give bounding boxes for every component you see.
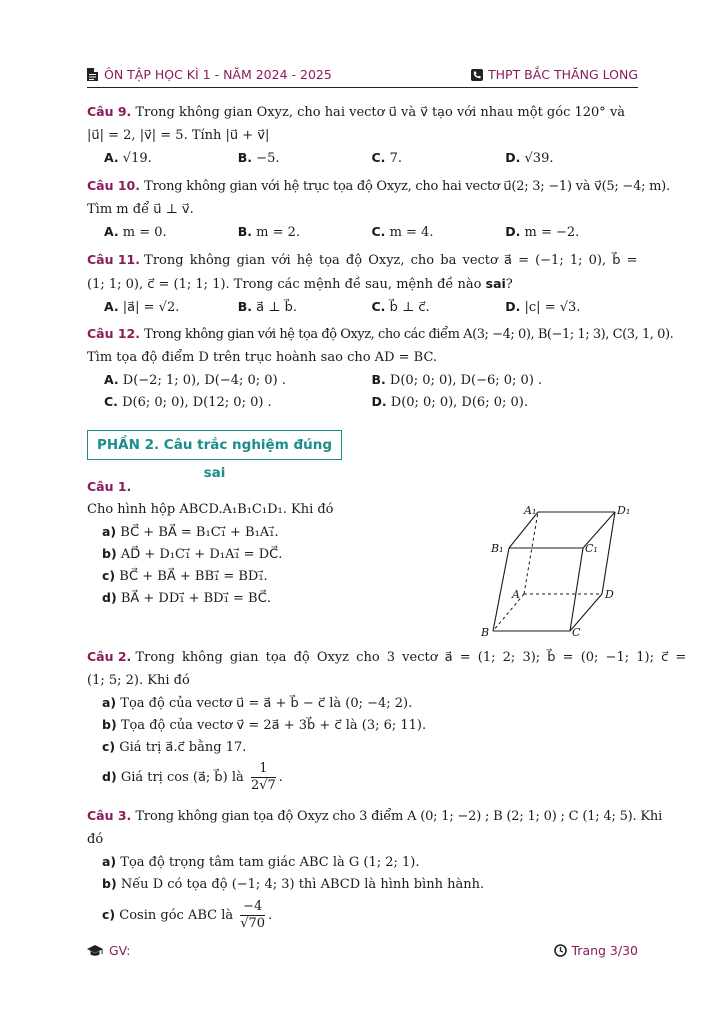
vertex-label-A1: A₁ xyxy=(524,504,537,517)
edge-A1B1 xyxy=(509,512,538,548)
option-a[interactable]: A. m = 0. xyxy=(104,224,167,240)
statement-a[interactable]: a) Tọa độ trọng tâm tam giác ABC là G (1; 2; 1). xyxy=(102,854,420,870)
footer-left xyxy=(87,943,130,958)
page-number: Trang 3/30 xyxy=(571,943,638,958)
statement-d[interactable]: d) BA⃗ + DD₁⃗ + BD₁⃗ = BC⃗. xyxy=(102,590,271,606)
question-text-line2: đó xyxy=(87,831,104,847)
option-b[interactable]: B. m = 2. xyxy=(237,224,301,240)
document-icon xyxy=(87,68,98,81)
vertex-label-B1: B₁ xyxy=(491,542,504,555)
question-text: Trong không gian Oxyz, cho hai vectơ u⃗ và v⃗ tạo với nhau một góc 120° và xyxy=(135,105,626,120)
statement-c[interactable]: c) Giá trị a⃗.c⃗ bằng 17. xyxy=(102,739,247,755)
option-a[interactable]: A. |a⃗| = √2. xyxy=(104,299,180,315)
fraction: $\frac{-4}{√70}$ xyxy=(240,899,266,931)
question-11 xyxy=(87,249,639,318)
question-text-line2: Tìm m để u⃗ ⊥ v⃗. xyxy=(87,201,194,217)
question-text-line2: (1; 1; 0), c⃗ = (1; 1; 1). Trong các mệnh đề sau, mệnh đề nào xyxy=(87,276,486,292)
vertex-label-D1: D₁ xyxy=(617,504,631,517)
vertex-label-C: C xyxy=(572,626,581,639)
option-a[interactable]: A. D(−2; 1; 0), D(−4; 0; 0) . xyxy=(104,372,286,388)
statement-a[interactable]: a) Tọa độ của vectơ u⃗ = a⃗ + b⃗ − c⃗ là (0; −4; 2). xyxy=(102,695,413,711)
option-d[interactable]: D. |c| = √3. xyxy=(505,299,581,315)
emphasis-sai: sai xyxy=(485,275,506,291)
option-d[interactable]: D. √39. xyxy=(505,150,554,166)
page-header xyxy=(87,67,638,87)
option-c[interactable]: C. 7. xyxy=(371,150,402,166)
vertex-label-D: D xyxy=(605,588,614,601)
option-c[interactable]: C. m = 4. xyxy=(371,224,434,240)
header-right xyxy=(471,67,638,82)
school-name: THPT BẮC THĂNG LONG xyxy=(488,67,638,82)
question-text-line2: |u⃗| = 2, |v⃗| = 5. Tính |u⃗ + v⃗| xyxy=(87,127,270,143)
vertex-label-A: A xyxy=(512,588,520,601)
statement-b[interactable]: b) Tọa độ của vectơ v⃗ = 2a⃗ + 3b⃗ + c⃗ là (3; 6; 11). xyxy=(102,717,427,733)
options xyxy=(87,147,639,169)
option-c[interactable]: C. D(6; 0; 0), D(12; 0; 0) . xyxy=(104,394,272,410)
question-intro: Cho hình hộp ABCD.A₁B₁C₁D₁. Khi đó xyxy=(87,501,334,517)
question-text: Trong không gian với hệ tọa độ Oxyz, cho ba vectơ a⃗ = (−1; 1; 0), b⃗ = xyxy=(144,253,638,268)
option-d[interactable]: D. D(0; 0; 0), D(6; 0; 0). xyxy=(371,394,528,410)
footer-right xyxy=(554,943,639,958)
header-divider xyxy=(87,87,638,88)
teacher-label: GV: xyxy=(109,943,131,958)
question-label: Câu 12. xyxy=(87,326,141,341)
question-text-line2: Tìm tọa độ điểm D trên trục hoành sao cho AD = BC. xyxy=(87,349,438,365)
phone-icon xyxy=(471,69,483,81)
question-text: Trong không gian tọa độ Oxyz cho 3 điểm A (0; 1; −2) ; B (2; 1; 0) ; C (1; 4; 5). Khi xyxy=(135,809,663,824)
question-9 xyxy=(87,101,639,169)
option-d[interactable]: D. m = −2. xyxy=(505,224,580,240)
question-label: Câu 11. xyxy=(87,252,141,267)
options xyxy=(87,221,639,243)
part2-question-2 xyxy=(87,646,687,796)
question-label: Câu 2. xyxy=(87,649,132,664)
statement-b[interactable]: b) AD⃗ + D₁C₁⃗ + D₁A₁⃗ = DC⃗. xyxy=(102,546,283,562)
options-row-1 xyxy=(87,369,639,391)
question-label: Câu 9. xyxy=(87,104,132,119)
clock-icon xyxy=(554,944,567,957)
question-text: Trong không gian với hệ tọa độ Oxyz, cho các điểm A(3; −4; 0), B(−1; 1; 3), C(3, 1, 0). xyxy=(144,327,674,342)
option-b[interactable]: B. D(0; 0; 0), D(−6; 0; 0) . xyxy=(371,372,543,388)
statement-a[interactable]: a) BC⃗ + BA⃗ = B₁C₁⃗ + B₁A₁⃗. xyxy=(102,524,279,540)
edge-B1B xyxy=(493,548,509,631)
options xyxy=(87,296,639,318)
question-text-line2: (1; 5; 2). Khi đó xyxy=(87,672,190,688)
option-c[interactable]: C. b⃗ ⊥ c⃗. xyxy=(371,299,430,315)
question-label: Câu 10. xyxy=(87,178,141,193)
statement-b[interactable]: b) Nếu D có tọa độ (−1; 4; 3) thì ABCD là hình bình hành. xyxy=(102,876,485,892)
page-footer xyxy=(87,943,638,961)
section-title: PHẦN 2. Câu trắc nghiệm đúng sai xyxy=(87,430,342,460)
vertex-label-C1: C₁ xyxy=(585,542,598,555)
question-label: Câu 1. xyxy=(87,479,132,494)
part2-question-3 xyxy=(87,805,663,935)
question-12 xyxy=(87,323,674,413)
question-label: Câu 3. xyxy=(87,808,132,823)
vertex-label-B: B xyxy=(481,626,490,639)
options-row-2 xyxy=(87,391,639,413)
header-title: ÔN TẬP HỌC KÌ 1 - NĂM 2024 - 2025 xyxy=(104,67,332,82)
option-b[interactable]: B. −5. xyxy=(237,150,280,166)
option-a[interactable]: A. √19. xyxy=(104,150,152,166)
question-mark: ? xyxy=(505,276,513,292)
parallelepiped-figure xyxy=(478,500,638,642)
option-b[interactable]: B. a⃗ ⊥ b⃗. xyxy=(237,299,298,315)
question-10 xyxy=(87,175,670,243)
statement-d[interactable]: d) Giá trị cos (a⃗; b⃗) là $\frac{1}{2√7}$ . xyxy=(102,761,283,793)
fraction: $\frac{1}{2√7}$ xyxy=(250,761,276,793)
hidden-edge-AA1 xyxy=(524,512,538,594)
statement-c[interactable]: c) Cosin góc ABC là $\frac{-4}{√70}$ . xyxy=(102,899,273,931)
header-left xyxy=(87,67,332,82)
statement-c[interactable]: c) BC⃗ + BA⃗ + BB₁⃗ = BD₁⃗. xyxy=(102,568,268,584)
part2-question-1 xyxy=(87,476,467,609)
question-text: Trong không gian với hệ trục tọa độ Oxyz, cho hai vectơ u⃗(2; 3; −1) và v⃗(5; −4; m). xyxy=(144,179,670,194)
graduation-cap-icon xyxy=(87,945,103,957)
question-text: Trong không gian tọa độ Oxyz cho 3 vectơ a⃗ = (1; 2; 3); b⃗ = (0; −1; 1); c⃗ = xyxy=(135,650,687,665)
